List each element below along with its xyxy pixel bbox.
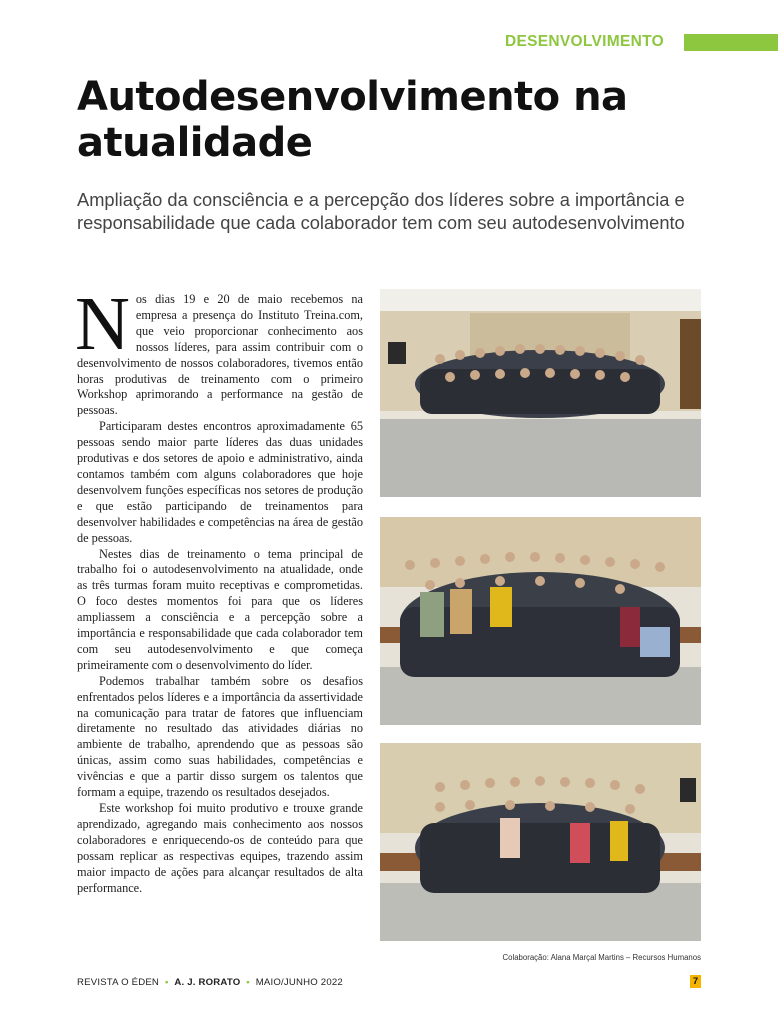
article-body [75,282,363,896]
group-photo-2 [380,517,701,725]
section-label: DESENVOLVIMENTO [505,33,664,50]
footer-separator-2: • [246,977,250,988]
paragraph-3: Nestes dias de treinamento o tema principal de trabalho foi o autodesenvolvimento na atualidade, onde as três turmas foram muito receptivas e comprometidas. O foco destes momentos foi para que os líderes ampliassem a consciência e a percepção sobre a importância e responsabilidade que cada colaborador tem com seu autodesenvolvimento e que começa primeiramente com o desenvolvimento do líder. [77,546,363,672]
footer-separator-1: • [164,977,169,988]
paragraph-4: Podemos trabalhar também sobre os desafios enfrentados pelos líderes e a importância da assertividade na comunicação para tratar de fatores que influenciam diretamente no resultado das atividades diárias no ambiente de trabalho, aprendendo que as pessoas são únicas, assim como suas habilidades, competências e vivências e que a partir disso surgem os talentos que formam a equipe, trazendo os resultados desejados. [77,673,363,800]
page-number: 7 [690,975,701,988]
group-photo-3 [380,743,701,941]
paragraph-1-text: os dias 19 e 20 de maio recebemos na empresa a presença do Instituto Treina.com, que veio proporcionar conhecimento aos nossos líderes, para assim contribuir com o desenvolvimento de nossos colaboradores, tivemos então horas produtivas de treinamento com o primeiro Workshop aprimorando a performance na gestão de pessoas. [77,292,363,418]
photo-caption: Colaboração: Alana Marçal Martins – Recursos Humanos [502,953,701,962]
group-photo-1 [380,289,701,497]
section-accent-bar [684,34,778,51]
paragraph-5: Este workshop foi muito produtivo e trouxe grande aprendizado, agregando mais conhecimento aos nossos colaboradores e enriquecendo-os de conteúdo para que possam replicar as respectivas equipes, trazendo assim maior impacto de ações para alcançar resultados de alta performance. [77,801,363,895]
paragraph-2: Participaram destes encontros aproximadamente 65 pessoas sendo maior parte líderes das duas unidades produtivas e dos setores de apoio e administrativo, ainda contamos também com alguns colaboradores que hoje desenvolvem funções específicas nos setores de produção e que estão participando de treinamentos para desenvolver habilidades e competências na área de gestão de pessoas. [77,419,363,545]
drop-cap: N [75,282,130,366]
footer [77,977,343,988]
footer-brand: A. J. RORATO [174,977,241,988]
article-title: Autodesenvolvimento na atualidade [77,74,628,166]
article-subtitle: Ampliação da consciência e a percepção dos líderes sobre a importância e responsabilidade que cada colaborador tem com seu autodesenvolvimento [77,189,685,233]
paragraph-1 [75,282,363,419]
footer-magazine: REVISTA O ÉDEN [77,977,160,988]
footer-issue: MAIO/JUNHO 2022 [255,977,343,988]
